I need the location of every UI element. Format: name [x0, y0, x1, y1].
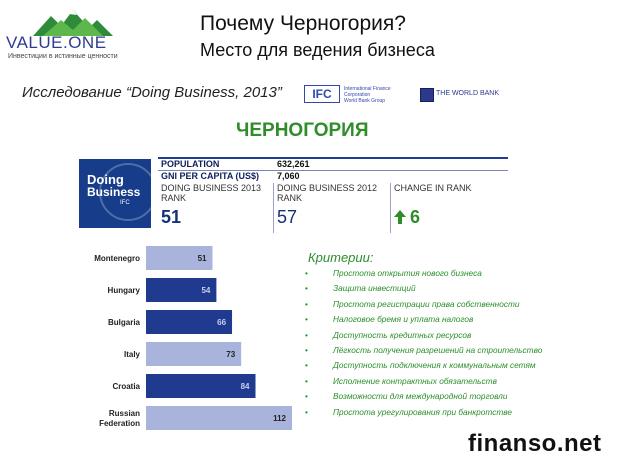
criteria-item-text: Простота урегулирования при банкротстве — [333, 406, 513, 417]
watermark: finanso.net — [468, 430, 602, 457]
criteria-item — [305, 374, 625, 389]
criteria-title: Критерии: — [308, 250, 374, 265]
country-heading: ЧЕРНОГОРИЯ — [236, 120, 369, 141]
category-label — [108, 286, 141, 295]
bullet-icon: • — [305, 329, 308, 340]
criteria-item-text: Простота регистрации права собственности — [333, 298, 520, 309]
data-label: 73 — [226, 350, 236, 359]
rank-2013-value: 51 — [161, 207, 182, 227]
rank-bar-chart — [0, 236, 300, 436]
criteria-item-text: Исполнение контрактных обязательств — [333, 375, 497, 386]
up-arrow-icon — [394, 210, 406, 224]
criteria-item — [305, 312, 625, 327]
bullet-icon: • — [305, 391, 308, 402]
criteria-item — [305, 281, 625, 296]
population-value: 632,261 — [277, 159, 310, 169]
change-in-rank-label: CHANGE IN RANK — [394, 183, 472, 193]
brand-name: VALUE.ONE — [6, 33, 107, 52]
world-bank-name: THE WORLD BANK — [436, 90, 500, 97]
ifc-group-name: World Bank Group — [344, 98, 386, 104]
bullet-icon: • — [305, 283, 308, 294]
criteria-item-text: Налоговое бремя и уплата налогов — [333, 314, 474, 325]
world-bank-globe-icon — [420, 88, 434, 102]
category-label — [99, 409, 140, 428]
criteria-item — [305, 405, 625, 420]
bullet-icon: • — [305, 375, 308, 386]
category-label-line: Montenegro — [94, 254, 140, 263]
rank-2013-label: DOING BUSINESS 2013 RANK — [161, 183, 262, 203]
criteria-item-text: Доступность подключения к коммунальным сетям — [333, 360, 536, 371]
ifc-name — [344, 86, 414, 104]
rank-2012-label: DOING BUSINESS 2012 RANK — [277, 183, 378, 203]
ifc-logo — [304, 85, 414, 103]
criteria-item-text: Простота открытия нового бизнеса — [333, 268, 482, 278]
doing-business-logo-line2: Business — [87, 185, 141, 199]
data-label: 54 — [201, 286, 211, 295]
doing-business-logo-line1: Doing — [87, 172, 124, 187]
brand-tagline: Инвестиции в истинные ценности — [8, 53, 118, 60]
criteria-item — [305, 328, 625, 343]
bar — [146, 406, 292, 430]
data-label: 112 — [273, 414, 286, 423]
page-subtitle: Место для ведения бизнеса — [200, 40, 435, 60]
bullet-icon: • — [305, 360, 308, 371]
category-label — [124, 350, 141, 359]
rank-2012-value: 57 — [277, 207, 298, 227]
category-label — [112, 382, 140, 391]
doing-business-logo — [79, 159, 151, 228]
study-label: Исследование “Doing Business, 2013” — [22, 84, 282, 101]
criteria-item — [305, 297, 625, 312]
category-label — [108, 318, 141, 327]
category-label-line: Hungary — [107, 286, 140, 295]
gni-label: GNI PER CAPITA (US$) — [161, 171, 260, 181]
category-label-line: Croatia — [112, 382, 140, 391]
criteria-item-text: Лёгкость получения разрешений на строительство — [333, 344, 543, 355]
bullet-icon: • — [305, 314, 308, 325]
bar — [146, 374, 256, 398]
bullet-icon: • — [305, 268, 308, 278]
category-label-line: Russian — [108, 409, 140, 418]
population-label: POPULATION — [161, 159, 220, 169]
criteria-item — [305, 343, 625, 358]
criteria-item-text: Возможности для международной торговли — [333, 391, 508, 402]
criteria-item — [305, 389, 625, 404]
criteria-item-text: Защита инвестиций — [333, 283, 416, 294]
stats-column-divider — [273, 183, 274, 233]
category-label — [94, 254, 140, 263]
category-label-line: Bulgaria — [107, 318, 140, 327]
criteria-list — [305, 266, 625, 420]
data-label: 66 — [217, 318, 227, 327]
ifc-full-name: International Finance Corporation — [344, 86, 391, 98]
category-label-line: Federation — [99, 419, 140, 428]
data-label: 51 — [197, 254, 207, 263]
bullet-icon: • — [305, 298, 308, 309]
gni-value: 7,060 — [277, 171, 300, 181]
change-in-rank-value: 6 — [410, 207, 421, 227]
bullet-icon: • — [305, 406, 308, 417]
criteria-item — [305, 266, 625, 281]
criteria-item-text: Доступность кредитных ресурсов — [333, 329, 472, 340]
category-label-line: Italy — [123, 350, 140, 359]
stats-column-divider — [390, 183, 391, 233]
page-title: Почему Черногория? — [200, 12, 406, 35]
bullet-icon: • — [305, 344, 308, 355]
criteria-item — [305, 358, 625, 373]
ifc-mark: IFC — [304, 85, 340, 103]
data-label: 84 — [240, 382, 250, 391]
doing-business-logo-mark: IFC — [120, 200, 130, 206]
